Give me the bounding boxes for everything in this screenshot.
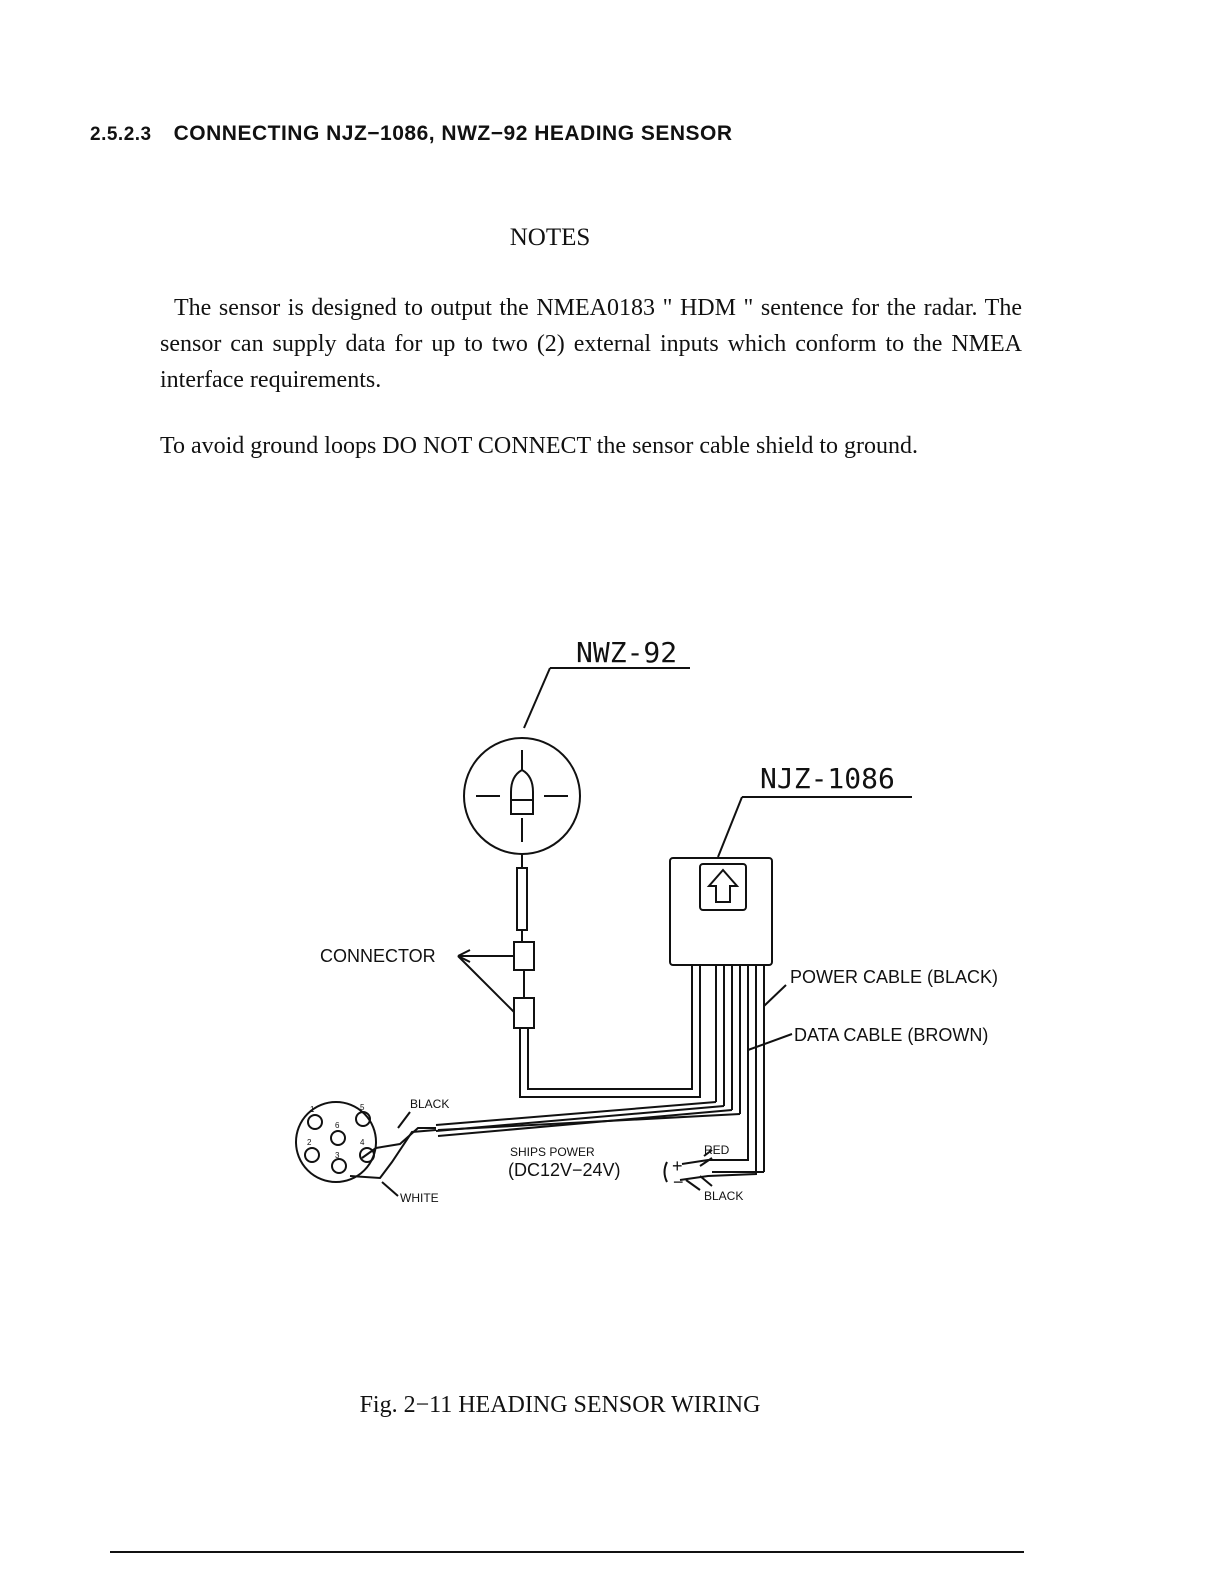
notes-paragraph-1: The sensor is designed to output the NMEA0183 " HDM " sentence for the radar. The sensor can supply data for up to two (2) external inputs which conform to the NMEA interface requirements.	[160, 295, 1022, 393]
connector-lower	[514, 998, 534, 1028]
black-wire-label: BLACK	[410, 1097, 450, 1111]
notes-paragraph-2: To avoid ground loops DO NOT CONNECT the sensor cable shield to ground.	[160, 433, 919, 459]
njz1086-label: NJZ-1086	[760, 762, 895, 795]
power-bracket	[665, 1162, 668, 1182]
black-power-wire-label: BLACK	[704, 1189, 744, 1203]
ships-power-label: SHIPS POWER	[510, 1145, 595, 1159]
voltage-label: (DC12V−24V)	[508, 1160, 621, 1180]
up-arrow-icon	[709, 870, 737, 902]
white-wire-leader	[382, 1182, 398, 1196]
connector-upper	[514, 942, 534, 970]
minus-sign: −	[673, 1172, 684, 1192]
njz1086-unit	[670, 858, 772, 965]
pin-number-1: 1	[310, 1105, 315, 1114]
black-wire-leader	[398, 1112, 410, 1128]
data-cable-label: DATA CABLE (BROWN)	[794, 1025, 989, 1045]
footer-rule	[110, 1551, 1024, 1553]
pin-number-3: 3	[335, 1151, 340, 1160]
pin-number-6: 6	[335, 1121, 340, 1130]
figure-caption: Fig. 2−11 HEADING SENSOR WIRING	[359, 1392, 761, 1418]
power-cable-leader	[764, 985, 786, 1006]
white-wire-label: WHITE	[400, 1191, 439, 1205]
compass-boat-icon	[511, 770, 533, 814]
connector-label: CONNECTOR	[320, 946, 436, 966]
red-wire-label: RED	[704, 1143, 730, 1157]
section-number: 2.5.2.3	[90, 124, 152, 145]
power-cable-label: POWER CABLE (BLACK)	[790, 967, 999, 987]
nwz92-label: NWZ-92	[576, 636, 678, 669]
pin-number-5: 5	[360, 1103, 365, 1112]
pin-number-2: 2	[307, 1138, 312, 1147]
data-cable-leader	[748, 1034, 792, 1050]
section-title: CONNECTING NJZ−1086, NWZ−92 HEADING SENSOR	[173, 122, 733, 145]
plus-sign: +	[672, 1156, 683, 1176]
nwz92-sensor	[464, 738, 580, 854]
pin-number-4: 4	[360, 1138, 365, 1147]
notes-title: NOTES	[509, 224, 591, 251]
connector-leader-lower	[458, 956, 514, 1012]
sensor-to-unit-cable	[520, 965, 700, 1097]
nwz92-leader-line	[524, 668, 550, 728]
njz1086-leader-line	[718, 797, 742, 857]
black-power-wire-leader	[686, 1180, 700, 1190]
sensor-cable-stem	[517, 868, 527, 930]
